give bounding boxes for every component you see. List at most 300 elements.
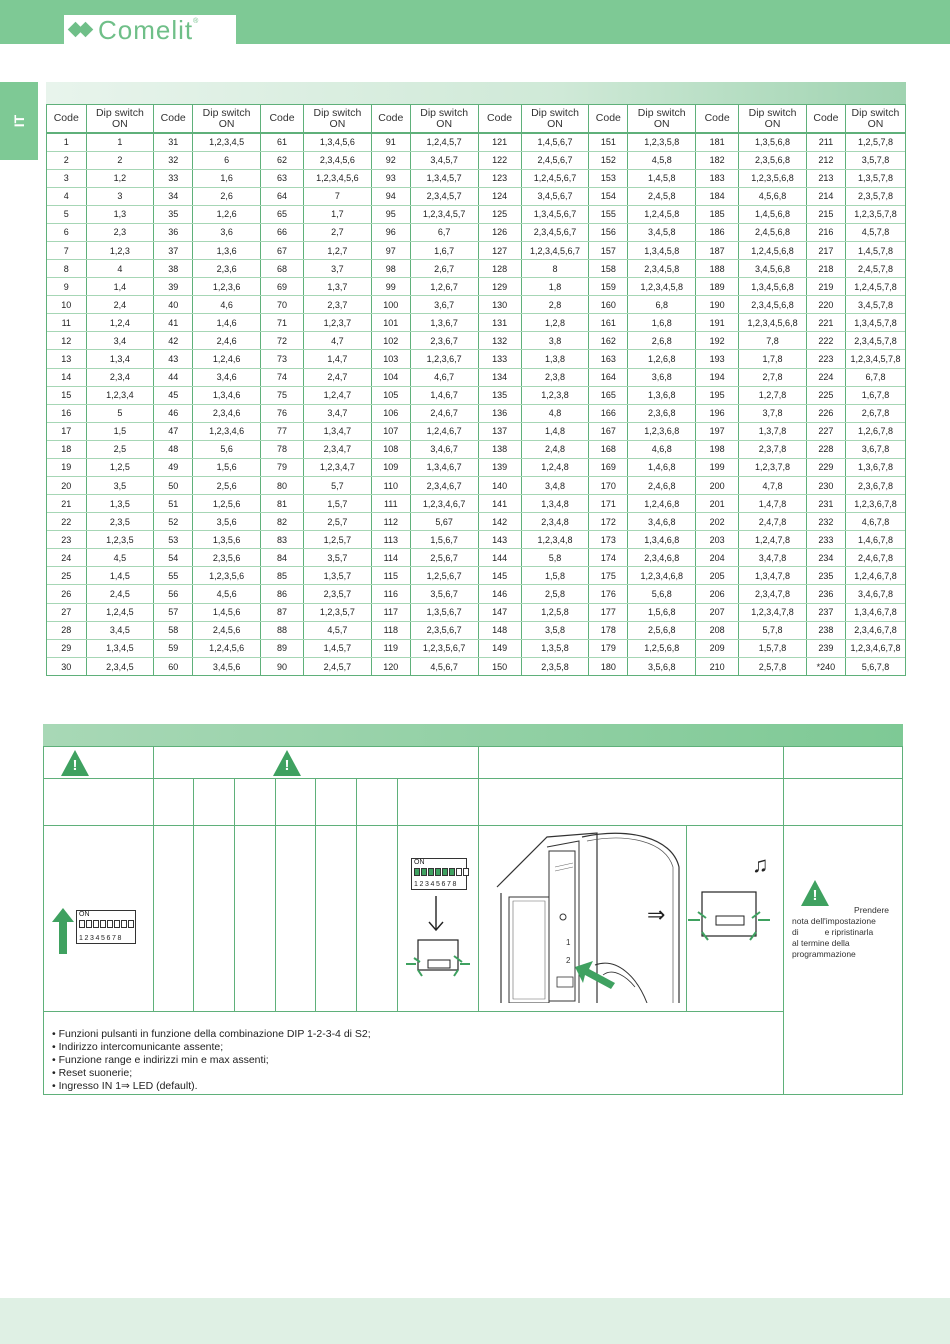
code-cell: 186 bbox=[696, 223, 739, 241]
table-row bbox=[47, 422, 905, 440]
dip-switch-cell: 2,3,6 bbox=[193, 260, 261, 278]
code-cell: 169 bbox=[589, 458, 628, 476]
code-cell: 118 bbox=[371, 621, 410, 639]
code-cell: 148 bbox=[478, 621, 521, 639]
dip-switch-cell: 4,6 bbox=[193, 296, 261, 314]
dip-switch-cell: 2,4,7 bbox=[304, 368, 372, 386]
code-cell: 23 bbox=[47, 531, 86, 549]
table-row bbox=[47, 296, 905, 314]
code-cell: 108 bbox=[371, 440, 410, 458]
table-row bbox=[47, 440, 905, 458]
code-cell: 75 bbox=[260, 386, 303, 404]
language-tab-label: IT bbox=[10, 114, 27, 128]
code-cell: 46 bbox=[154, 404, 193, 422]
dip-switch-cell: 5,8 bbox=[521, 549, 589, 567]
code-cell: 17 bbox=[47, 422, 86, 440]
code-cell: 159 bbox=[589, 278, 628, 296]
brand-name: Comelit bbox=[98, 15, 194, 45]
code-cell: 99 bbox=[371, 278, 410, 296]
grid-col-divider bbox=[234, 778, 235, 1011]
code-cell: 232 bbox=[806, 513, 845, 531]
code-cell: 115 bbox=[371, 567, 410, 585]
code-cell: 59 bbox=[154, 639, 193, 657]
dip-numbers: 12345678 bbox=[79, 935, 123, 942]
code-cell: 195 bbox=[696, 386, 739, 404]
code-table bbox=[47, 105, 905, 675]
code-cell: 191 bbox=[696, 314, 739, 332]
code-cell: 190 bbox=[696, 296, 739, 314]
code-cell: 72 bbox=[260, 332, 303, 350]
dip-switch-cell: 2,3,8 bbox=[521, 368, 589, 386]
code-cell: 56 bbox=[154, 585, 193, 603]
code-cell: 149 bbox=[478, 639, 521, 657]
dip-switch-cell: 1,5 bbox=[86, 422, 154, 440]
code-cell: 60 bbox=[154, 657, 193, 675]
code-cell: 101 bbox=[371, 314, 410, 332]
code-cell: 6 bbox=[47, 223, 86, 241]
code-cell: 193 bbox=[696, 350, 739, 368]
column-header-dip-switch: Dip switch ON bbox=[86, 105, 154, 133]
dip-switch-cell: 4,6,8 bbox=[628, 440, 696, 458]
dip-switch-cell: 1,3,4,6,8 bbox=[628, 531, 696, 549]
dip-switch-cell: 1,2,3,4,6 bbox=[193, 422, 261, 440]
dip-switch-cell: 5,7 bbox=[304, 476, 372, 494]
dip-switch-cell: 2,4,6,7 bbox=[410, 404, 478, 422]
code-cell: 202 bbox=[696, 513, 739, 531]
dip-switch-icon bbox=[76, 910, 136, 944]
table-row bbox=[47, 404, 905, 422]
dip-switch-cell: 1,4,7 bbox=[304, 350, 372, 368]
dip-switch-cell: 2,3,4,5 bbox=[86, 657, 154, 675]
dip-switch-cell: 2,3,4,7 bbox=[304, 440, 372, 458]
dip-switch-cell: 3,4,5,6,7 bbox=[521, 187, 589, 205]
dip-switch-cell: 1,5,6,8 bbox=[628, 603, 696, 621]
code-cell: 100 bbox=[371, 296, 410, 314]
dip-switch-cell: 2,3,4,6,8 bbox=[628, 549, 696, 567]
code-cell: 86 bbox=[260, 585, 303, 603]
table-row bbox=[47, 513, 905, 531]
code-cell: 209 bbox=[696, 639, 739, 657]
dip-switch-cell: 1,3,4,8 bbox=[521, 495, 589, 513]
code-cell: 217 bbox=[806, 241, 845, 259]
code-cell: 235 bbox=[806, 567, 845, 585]
dip-switch-cell: 1,2,3,4,5,8 bbox=[628, 278, 696, 296]
dip-switch-cell: 2,3,4,5,7,8 bbox=[845, 332, 905, 350]
column-header-dip-switch: Dip switch ON bbox=[628, 105, 696, 133]
code-cell: 210 bbox=[696, 657, 739, 675]
dip-switch-cell: 2,5,7 bbox=[304, 513, 372, 531]
code-cell: 168 bbox=[589, 440, 628, 458]
warning-mark: ! bbox=[812, 887, 818, 904]
code-cell: 41 bbox=[154, 314, 193, 332]
dip-switch-cell: 2,5,7,8 bbox=[739, 657, 807, 675]
dip-switch-cell: 1 bbox=[86, 133, 154, 151]
dip-switch-cell: 1,2,3,4,6,8 bbox=[628, 567, 696, 585]
dip-switch-cell: 3,5 bbox=[86, 476, 154, 494]
dip-switch-cell: 3,4,6 bbox=[193, 368, 261, 386]
code-cell: 30 bbox=[47, 657, 86, 675]
dip-switch-cell: 3,4,7 bbox=[304, 404, 372, 422]
dip-switch-cell: 1,3,4,5,6,7 bbox=[521, 205, 589, 223]
dip-switch-cell: 1,3,8 bbox=[521, 350, 589, 368]
code-cell: 97 bbox=[371, 241, 410, 259]
code-cell: 64 bbox=[260, 187, 303, 205]
code-cell: 49 bbox=[154, 458, 193, 476]
list-item: • Indirizzo intercomunicante assente; bbox=[52, 1041, 224, 1053]
dip-switch-cell: 1,2,4,7 bbox=[304, 386, 372, 404]
dip-switch-cell: 1,2,4,7,8 bbox=[739, 531, 807, 549]
dip-switch-cell: 1,6,7 bbox=[410, 241, 478, 259]
dip-switch-cell: 1,2,3,5,7,8 bbox=[845, 205, 905, 223]
code-cell: 84 bbox=[260, 549, 303, 567]
code-cell: 196 bbox=[696, 404, 739, 422]
dip-switch-cell: 5,67 bbox=[410, 513, 478, 531]
dip-switch-cell: 3,4,6,8 bbox=[628, 513, 696, 531]
code-cell: 18 bbox=[47, 440, 86, 458]
code-cell: 165 bbox=[589, 386, 628, 404]
code-cell: 104 bbox=[371, 368, 410, 386]
arrow-down-icon bbox=[428, 896, 444, 932]
dip-switch-cell: 1,4,5,7,8 bbox=[845, 241, 905, 259]
dip-switch-cell: 1,2,4,8 bbox=[521, 458, 589, 476]
code-cell: 105 bbox=[371, 386, 410, 404]
dip-switch-cell: 1,3,4,6,7,8 bbox=[845, 603, 905, 621]
grid-col-divider bbox=[275, 778, 276, 1011]
dip-switch-cell: 3,7,8 bbox=[739, 404, 807, 422]
table-row bbox=[47, 151, 905, 169]
column-header-code: Code bbox=[696, 105, 739, 133]
code-cell: 139 bbox=[478, 458, 521, 476]
dip-switch-cell: 6 bbox=[193, 151, 261, 169]
code-cell: 95 bbox=[371, 205, 410, 223]
dip-switch-cell: 4,5,7,8 bbox=[845, 223, 905, 241]
dip-switch-cell: 1,2,5,7,8 bbox=[845, 133, 905, 151]
dip-switch-cell: 4,5,7 bbox=[304, 621, 372, 639]
column-header-code: Code bbox=[371, 105, 410, 133]
dip-switch-cell: 1,2,4,6,7 bbox=[410, 422, 478, 440]
dip-switch-cell: 1,4,6,7 bbox=[410, 386, 478, 404]
dip-switch-cell: 2,6 bbox=[193, 187, 261, 205]
code-cell: 176 bbox=[589, 585, 628, 603]
dip-switch-cell: 1,3 bbox=[86, 205, 154, 223]
dip-switch-cell: 1,3,5,6,7 bbox=[410, 603, 478, 621]
code-cell: 14 bbox=[47, 368, 86, 386]
code-cell: 11 bbox=[47, 314, 86, 332]
column-header-code: Code bbox=[260, 105, 303, 133]
code-cell: 205 bbox=[696, 567, 739, 585]
dip-on-label: ON bbox=[79, 911, 90, 918]
dip-switch-cell: 1,3,5,8 bbox=[521, 639, 589, 657]
code-cell: 48 bbox=[154, 440, 193, 458]
code-cell: 39 bbox=[154, 278, 193, 296]
code-cell: 181 bbox=[696, 133, 739, 151]
dip-switch-cell: 1,5,7 bbox=[304, 495, 372, 513]
dip-switch-cell: 3,4,8 bbox=[521, 476, 589, 494]
code-cell: 113 bbox=[371, 531, 410, 549]
code-cell: 175 bbox=[589, 567, 628, 585]
dip-switch-cell: 1,4,5,6 bbox=[193, 603, 261, 621]
dip-switch-cell: 1,3,4,6 bbox=[193, 386, 261, 404]
dip-switch-cell: 1,3,5,7,8 bbox=[845, 169, 905, 187]
dip-switch-cell: 6,7 bbox=[410, 223, 478, 241]
code-cell: 96 bbox=[371, 223, 410, 241]
dip-switch-cell: 1,2,5,6,7 bbox=[410, 567, 478, 585]
dip-switch-cell: 1,7 bbox=[304, 205, 372, 223]
dip-switch-cell: 1,4 bbox=[86, 278, 154, 296]
code-cell: 65 bbox=[260, 205, 303, 223]
dip-switch-cell: 1,2,3,4,6,7 bbox=[410, 495, 478, 513]
code-cell: 137 bbox=[478, 422, 521, 440]
code-cell: 226 bbox=[806, 404, 845, 422]
code-cell: 138 bbox=[478, 440, 521, 458]
code-cell: 203 bbox=[696, 531, 739, 549]
column-header-dip-switch: Dip switch ON bbox=[410, 105, 478, 133]
code-cell: 146 bbox=[478, 585, 521, 603]
code-cell: 53 bbox=[154, 531, 193, 549]
dip-switch-cell: 1,3,4,5,7,8 bbox=[845, 314, 905, 332]
code-cell: 197 bbox=[696, 422, 739, 440]
code-cell: 164 bbox=[589, 368, 628, 386]
code-cell: 147 bbox=[478, 603, 521, 621]
code-cell: 71 bbox=[260, 314, 303, 332]
code-cell: 91 bbox=[371, 133, 410, 151]
dip-switch-cell: 2,3,5 bbox=[86, 513, 154, 531]
code-cell: 152 bbox=[589, 151, 628, 169]
dip-switch-cell: 1,2,3,5,6 bbox=[193, 567, 261, 585]
table-row bbox=[47, 223, 905, 241]
dip-switch-cell: 3,4,6,7,8 bbox=[845, 585, 905, 603]
table-row bbox=[47, 314, 905, 332]
code-cell: 28 bbox=[47, 621, 86, 639]
code-cell: 224 bbox=[806, 368, 845, 386]
dip-switch-cell: 1,2,4,5 bbox=[86, 603, 154, 621]
code-cell: 7 bbox=[47, 241, 86, 259]
code-cell: 153 bbox=[589, 169, 628, 187]
dip-switch-cell: 1,4,6 bbox=[193, 314, 261, 332]
code-cell: 93 bbox=[371, 169, 410, 187]
dip-switch-cell: 1,3,6,7,8 bbox=[845, 458, 905, 476]
grid-col-divider bbox=[478, 747, 479, 1011]
code-cell: 231 bbox=[806, 495, 845, 513]
dip-switch-cell: 3,5,8 bbox=[521, 621, 589, 639]
code-cell: 200 bbox=[696, 476, 739, 494]
code-cell: 184 bbox=[696, 187, 739, 205]
table-row bbox=[47, 368, 905, 386]
dip-switch-cell: 8 bbox=[521, 260, 589, 278]
dip-switch-cell: 7,8 bbox=[739, 332, 807, 350]
dip-switch-cell: 1,2,4,6,8 bbox=[628, 495, 696, 513]
dip-switch-cell: 1,2,3,6,7 bbox=[410, 350, 478, 368]
grid-col-divider bbox=[153, 747, 154, 1011]
dip-switch-cell: 1,2,3,4,5,6 bbox=[304, 169, 372, 187]
code-cell: 4 bbox=[47, 187, 86, 205]
dip-switch-cell: 1,2,3,7,8 bbox=[739, 458, 807, 476]
column-header-dip-switch: Dip switch ON bbox=[193, 105, 261, 133]
dip-switch-cell: 2,4,6,8 bbox=[628, 476, 696, 494]
grid-row-divider bbox=[44, 825, 902, 826]
code-cell: 214 bbox=[806, 187, 845, 205]
dip-switch-cell: 3,4 bbox=[86, 332, 154, 350]
dip-switch-cell: 4,7 bbox=[304, 332, 372, 350]
dip-switch-cell: 2,8 bbox=[521, 296, 589, 314]
dip-switch-cell: 1,3,5,6,8 bbox=[739, 133, 807, 151]
code-cell: 13 bbox=[47, 350, 86, 368]
code-cell: 110 bbox=[371, 476, 410, 494]
code-cell: 134 bbox=[478, 368, 521, 386]
dip-switch-cell: 1,2,4,5,7,8 bbox=[845, 278, 905, 296]
dip-switch-cell: 1,3,7,8 bbox=[739, 422, 807, 440]
dip-switch-cell: 1,3,5 bbox=[86, 495, 154, 513]
dip-switch-cell: 7 bbox=[304, 187, 372, 205]
dip-switch-cell: 4,5 bbox=[86, 549, 154, 567]
dip-switch-cell: 4,5,6,8 bbox=[739, 187, 807, 205]
code-cell: 132 bbox=[478, 332, 521, 350]
code-table-title-bar bbox=[46, 82, 906, 104]
code-cell: 120 bbox=[371, 657, 410, 675]
dip-switch-cell: 2,3,4,5,6 bbox=[304, 151, 372, 169]
code-cell: 156 bbox=[589, 223, 628, 241]
dip-switch-cell: 2,3,5,6 bbox=[193, 549, 261, 567]
dip-switch-cell: 1,3,4,7,8 bbox=[739, 567, 807, 585]
code-cell: 8 bbox=[47, 260, 86, 278]
dip-numbers: 12345678 bbox=[414, 881, 458, 888]
code-cell: 88 bbox=[260, 621, 303, 639]
code-cell: 58 bbox=[154, 621, 193, 639]
grid-col-divider bbox=[783, 747, 784, 1094]
dip-switch-cell: 2,3,5,7,8 bbox=[845, 187, 905, 205]
warning-mark: ! bbox=[72, 757, 78, 774]
table-row bbox=[47, 531, 905, 549]
code-cell: 215 bbox=[806, 205, 845, 223]
table-row bbox=[47, 169, 905, 187]
table-row bbox=[47, 657, 905, 675]
dip-switch-cell: 1,2,5 bbox=[86, 458, 154, 476]
dip-switch-cell: 1,2,3,5 bbox=[86, 531, 154, 549]
code-cell: 3 bbox=[47, 169, 86, 187]
code-cell: 85 bbox=[260, 567, 303, 585]
default-settings-list bbox=[52, 1028, 371, 1093]
code-cell: 57 bbox=[154, 603, 193, 621]
led-blinking-icon bbox=[688, 888, 770, 944]
dip-switch-cell: 4,6,7 bbox=[410, 368, 478, 386]
dip-switch-cell: 1,4,8 bbox=[521, 422, 589, 440]
code-cell: 40 bbox=[154, 296, 193, 314]
dip-switch-cell: 1,3,6,8 bbox=[628, 386, 696, 404]
dip-switch-cell: 1,2,3,5,7 bbox=[304, 603, 372, 621]
code-cell: 227 bbox=[806, 422, 845, 440]
code-cell: 83 bbox=[260, 531, 303, 549]
brand-registered-mark: ® bbox=[193, 18, 199, 25]
code-cell: 103 bbox=[371, 350, 410, 368]
table-row bbox=[47, 567, 905, 585]
dip-switch-cell: 4,8 bbox=[521, 404, 589, 422]
dip-switch-cell: 3,4,5 bbox=[86, 621, 154, 639]
logo-mark-icon bbox=[68, 19, 96, 41]
dip-switch-cell: 2,3,4,8 bbox=[521, 513, 589, 531]
dip-switch-cell: 2,3,4,5,6,8 bbox=[739, 296, 807, 314]
dip-switch-cell: 5,6 bbox=[193, 440, 261, 458]
dip-switch-cell: 1,3,4,5 bbox=[86, 639, 154, 657]
code-cell: 10 bbox=[47, 296, 86, 314]
code-cell: 76 bbox=[260, 404, 303, 422]
code-cell: 211 bbox=[806, 133, 845, 151]
code-cell: 106 bbox=[371, 404, 410, 422]
dip-switch-cell: 1,2,4,5,6,8 bbox=[739, 241, 807, 259]
dip-switch-cell: 2,3,5,8 bbox=[521, 657, 589, 675]
code-cell: 38 bbox=[154, 260, 193, 278]
code-cell: 109 bbox=[371, 458, 410, 476]
led-blinking-icon bbox=[404, 938, 470, 982]
code-cell: 206 bbox=[696, 585, 739, 603]
table-row bbox=[47, 386, 905, 404]
warning-mark: ! bbox=[284, 757, 290, 774]
code-cell: 55 bbox=[154, 567, 193, 585]
procedure-title-bar bbox=[43, 724, 903, 746]
column-header-dip-switch: Dip switch ON bbox=[304, 105, 372, 133]
dip-switch-cell: 3,4,5,7 bbox=[410, 151, 478, 169]
code-cell: 161 bbox=[589, 314, 628, 332]
code-cell: 171 bbox=[589, 495, 628, 513]
code-cell: 50 bbox=[154, 476, 193, 494]
dip-switch-cell: 2,4,5,6 bbox=[193, 621, 261, 639]
dip-switch-cell: 3,4,6,7 bbox=[410, 440, 478, 458]
dip-switch-cell: 2,3,5,7 bbox=[304, 585, 372, 603]
dip-switch-cell: 1,2,4 bbox=[86, 314, 154, 332]
dip-switch-cell: 2,6,7,8 bbox=[845, 404, 905, 422]
dip-switch-cell: 5,6,8 bbox=[628, 585, 696, 603]
dip-switch-cell: 1,6,7,8 bbox=[845, 386, 905, 404]
dip-switch-cell: 3,4,5,8 bbox=[628, 223, 696, 241]
code-cell: 102 bbox=[371, 332, 410, 350]
table-row bbox=[47, 133, 905, 151]
code-cell: 225 bbox=[806, 386, 845, 404]
code-cell: 5 bbox=[47, 205, 86, 223]
column-header-code: Code bbox=[478, 105, 521, 133]
code-cell: 47 bbox=[154, 422, 193, 440]
code-cell: 66 bbox=[260, 223, 303, 241]
dip-switch-cell: 2,5,6 bbox=[193, 476, 261, 494]
dip-switch-cell: 2,4,5,7 bbox=[304, 657, 372, 675]
dip-switch-cell: 1,3,5,7 bbox=[304, 567, 372, 585]
table-row bbox=[47, 603, 905, 621]
code-cell: 236 bbox=[806, 585, 845, 603]
table-row bbox=[47, 549, 905, 567]
dip-switch-cell: 4,5,8 bbox=[628, 151, 696, 169]
code-cell: 216 bbox=[806, 223, 845, 241]
note-text bbox=[792, 905, 897, 960]
dip-switch-cell: 2,6,7 bbox=[410, 260, 478, 278]
dip-switch-cell: 1,3,4,7 bbox=[304, 422, 372, 440]
code-cell: 150 bbox=[478, 657, 521, 675]
dip-switch-cell: 1,2,4,6 bbox=[193, 350, 261, 368]
code-cell: 81 bbox=[260, 495, 303, 513]
code-cell: 25 bbox=[47, 567, 86, 585]
dip-switch-cell: 2,5 bbox=[86, 440, 154, 458]
code-cell: 199 bbox=[696, 458, 739, 476]
code-cell: 229 bbox=[806, 458, 845, 476]
code-cell: 160 bbox=[589, 296, 628, 314]
dip-switch-cell: 2,4,5,7,8 bbox=[845, 260, 905, 278]
dip-switch-cell: 2,4,5,6,8 bbox=[739, 223, 807, 241]
code-cell: 51 bbox=[154, 495, 193, 513]
grid-col-divider bbox=[193, 778, 194, 1011]
code-cell: 62 bbox=[260, 151, 303, 169]
dip-switch-cell: 1,2,3,4,5,6,7 bbox=[521, 241, 589, 259]
code-cell: 90 bbox=[260, 657, 303, 675]
code-cell: 131 bbox=[478, 314, 521, 332]
code-cell: 133 bbox=[478, 350, 521, 368]
code-cell: 185 bbox=[696, 205, 739, 223]
